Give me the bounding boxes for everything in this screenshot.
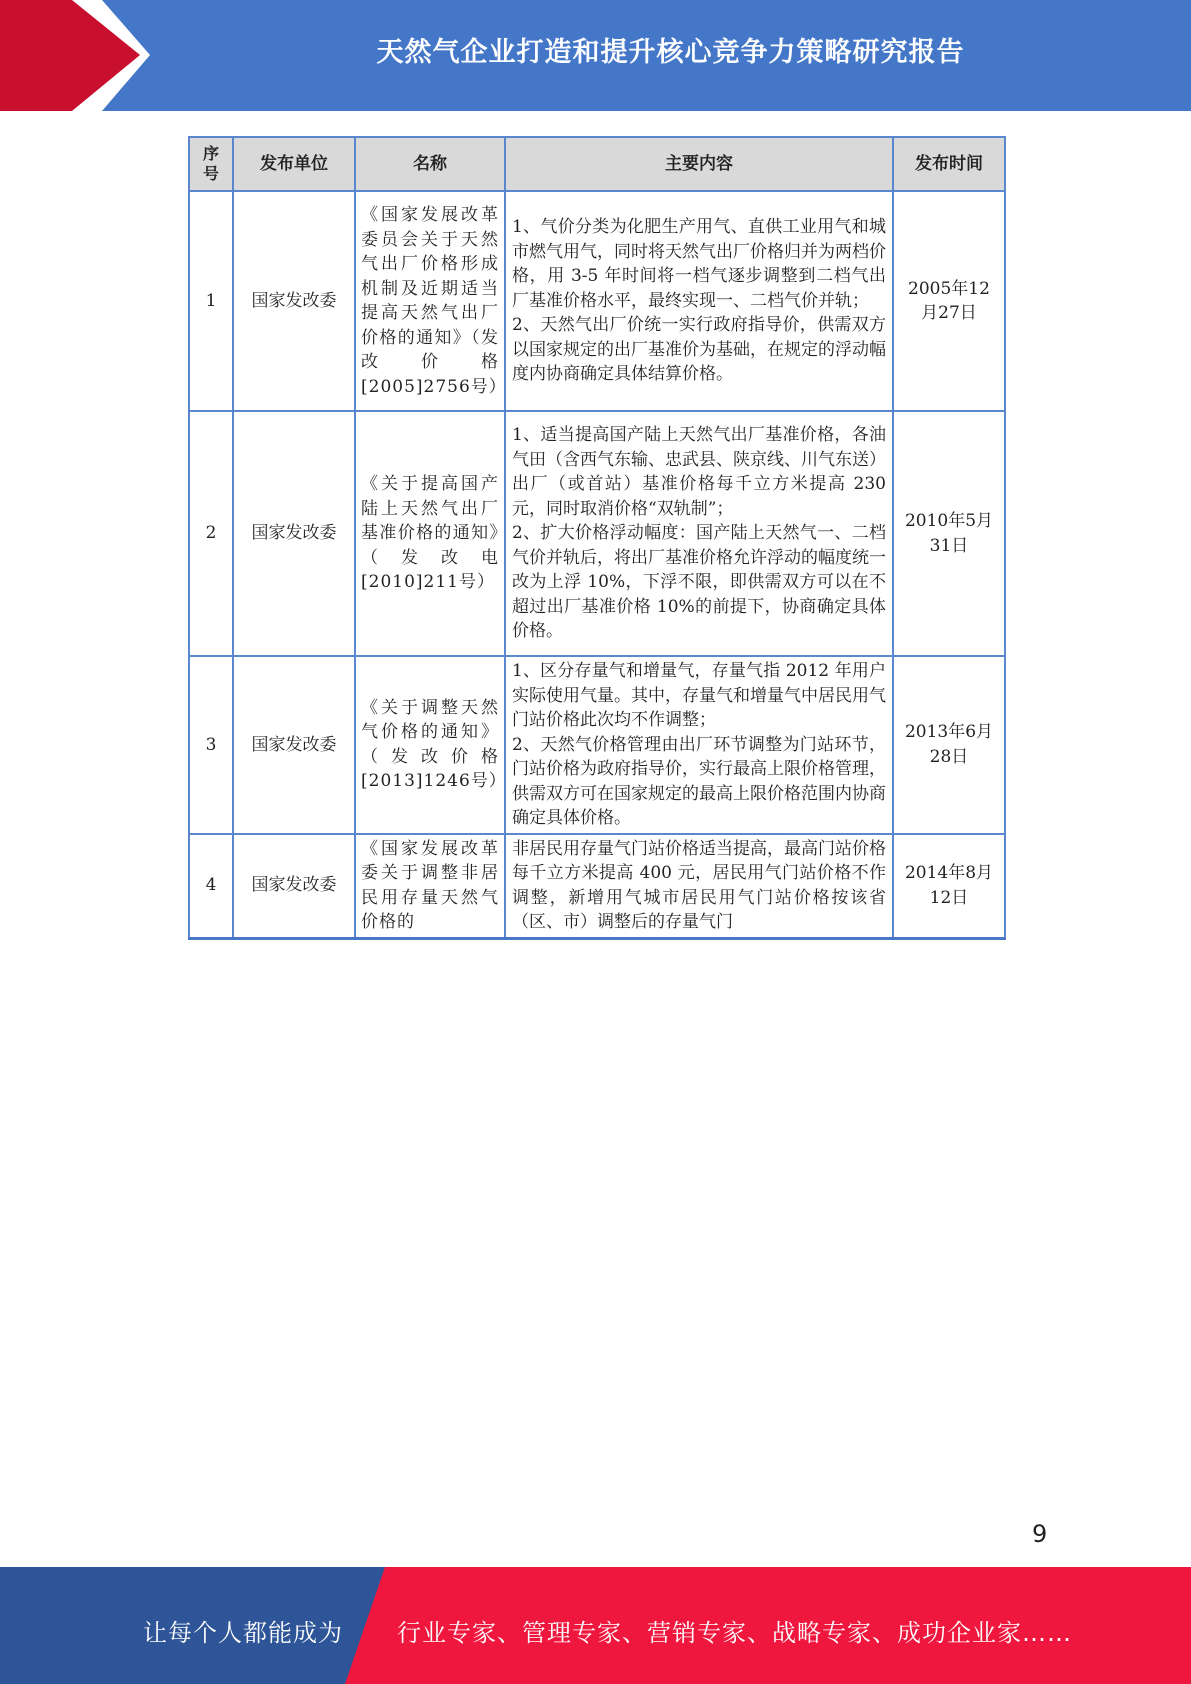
row-number: 2 [189, 411, 233, 656]
row-date: 2005年12月27日 [893, 191, 1005, 411]
row-date: 2014年8月12日 [893, 834, 1005, 939]
content-item: 1、区分存量气和增量气，存量气指 2012 年用户实际使用气量。其中，存量气和增量气中居民用气门站价格此次均不作调整； [512, 661, 886, 730]
row-unit: 国家发改委 [233, 191, 355, 411]
report-title: 天然气企业打造和提升核心竞争力策略研究报告 [376, 37, 965, 68]
table-row [189, 656, 1005, 834]
page-header [0, 0, 1191, 111]
row-unit: 国家发改委 [233, 411, 355, 656]
table-row [189, 834, 1005, 939]
policy-table [188, 136, 1006, 940]
row-number: 3 [189, 656, 233, 834]
policy-table-container [188, 136, 1005, 940]
row-date: 2010年5月31日 [893, 411, 1005, 656]
row-content [505, 656, 893, 834]
row-number: 4 [189, 834, 233, 939]
row-name: 《国家发展改革委员会关于天然气出厂价格形成机制及近期适当提高天然气出厂价格的通知》（发改价格[2005]2756号） [355, 191, 505, 411]
content-item: 1、适当提高国产陆上天然气出厂基准价格，各油气田（含西气东输、忠武县、陕京线、川气东送）出厂（或首站）基准价格每千立方米提高 230 元，同时取消价格“双轨制”； [512, 425, 886, 519]
column-header-date: 发布时间 [893, 137, 1005, 191]
table-row [189, 411, 1005, 656]
table-row [189, 191, 1005, 411]
row-unit: 国家发改委 [233, 834, 355, 939]
footer-slogan-left: 让每个人都能成为 [143, 1619, 343, 1647]
row-date: 2013年6月28日 [893, 656, 1005, 834]
row-name: 《关于提高国产陆上天然气出厂基准价格的通知》（发改电[2010]211号） [355, 411, 505, 656]
row-content [505, 191, 893, 411]
row-content [505, 411, 893, 656]
row-number: 1 [189, 191, 233, 411]
page-number: 9 [1032, 1520, 1048, 1548]
page-footer [0, 1567, 1191, 1684]
row-name: 《关于调整天然气价格的通知》（发改价格 [2013]1246号） [355, 656, 505, 834]
table-header-row [189, 137, 1005, 191]
column-header-unit: 发布单位 [233, 137, 355, 191]
content-item: 非居民用存量气门站价格适当提高，最高门站价格每千立方米提高 400 元，居民用气门站价格不作调整，新增用气城市居民用气门站价格按该省（区、市）调整后的存量气门 [512, 838, 886, 932]
content-item: 2、天然气出厂价统一实行政府指导价，供需双方以国家规定的出厂基准价为基础，在规定的浮动幅度内协商确定具体结算价格。 [512, 315, 886, 385]
column-header-content: 主要内容 [505, 137, 893, 191]
footer-slogan-right: 行业专家、管理专家、营销专家、战略专家、成功企业家…… [397, 1619, 1072, 1647]
row-content [505, 834, 893, 939]
row-name: 《国家发展改革委关于调整非居民用存量天然气价格的 [355, 834, 505, 939]
column-header-no: 序 号 [189, 137, 233, 191]
content-item: 2、天然气价格管理由出厂环节调整为门站环节，门站价格为政府指导价，实行最高上限价格管理，供需双方可在国家规定的最高上限价格范围内协商确定具体价格。 [512, 734, 886, 828]
content-item: 1、气价分类为化肥生产用气、直供工业用气和城市燃气用气，同时将天然气出厂价格归并为两档价格，用 3-5 年时间将一档气逐步调整到二档气出厂基准价格水平，最终实现一、二档气价并轨； [512, 217, 886, 311]
column-header-name: 名称 [355, 137, 505, 191]
row-unit: 国家发改委 [233, 656, 355, 834]
content-item: 2、扩大价格浮动幅度：国产陆上天然气一、二档气价并轨后，将出厂基准价格允许浮动的幅度统一改为上浮 10%，下浮不限，即供需双方可以在不超过出厂基准价格 10%的前提下，协商确定具体价格。 [512, 523, 886, 642]
